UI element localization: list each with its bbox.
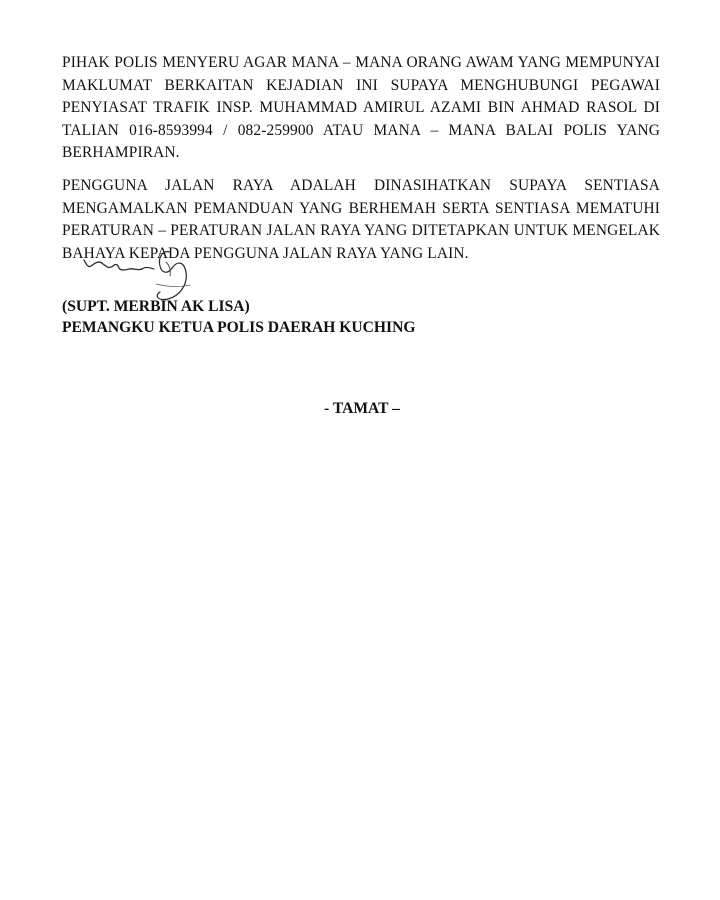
signatory-title: PEMANGKU KETUA POLIS DAERAH KUCHING (62, 319, 416, 336)
end-of-document-mark: - TAMAT – (324, 400, 400, 417)
signatory-name: (SUPT. MERBIN AK LISA) (62, 298, 250, 315)
paragraph-road-safety-advice: PENGGUNA JALAN RAYA ADALAH DINASIHATKAN SUPAYA SENTIASA MENGAMALKAN PEMANDUAN YANG BERHEMAH SERTA SENTIASA MEMATUHI PERATURAN – PERATURAN JALAN RAYA YANG DITETAPKAN UNTUK MENGELAK BAHAYA KEPADA PENGGUNA JALAN RAYA YANG LAIN. (62, 177, 660, 262)
paragraph-public-appeal: PIHAK POLIS MENYERU AGAR MANA – MANA ORANG AWAM YANG MEMPUNYAI MAKLUMAT BERKAITAN KEJADIAN INI SUPAYA MENGHUBUNGI PEGAWAI PENYIASAT TRAFIK INSP. MUHAMMAD AMIRUL AZAMI BIN AHMAD RASOL DI TALIAN 016-8593994 / 082-259900 ATAU MANA – MANA BALAI POLIS YANG BERHAMPIRAN. (62, 54, 660, 162)
